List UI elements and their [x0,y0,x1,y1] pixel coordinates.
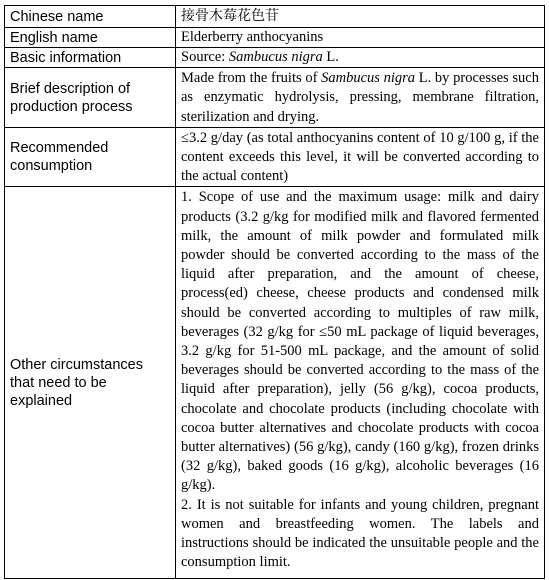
table-row [5,187,545,579]
chinese-name-value: 接骨木莓花色苷 [176,6,545,28]
table-row [5,28,545,48]
row-label: Brief description of production process [5,68,176,128]
english-name-value: Elderberry anthocyanins [176,28,545,48]
other-circumstances-value [176,187,545,579]
table-row [5,6,545,28]
production-process-value: Made from the fruits of Sambucus nigra L. by processes such as enzymatic hydrolysis, pressing, membrane filtration, sterilization and drying. [176,68,545,128]
table-row [5,128,545,187]
row-label: English name [5,28,176,48]
basic-information-value: Source: Sambucus nigra L. [176,48,545,68]
info-table [4,5,545,579]
table-row [5,68,545,128]
unsuitable-paragraph: 2. It is not suitable for infants and young children, pregnant women and breastfeeding women. The labels and instructions should be indicated the unsuitable people and the consumption limit. [181,496,539,571]
row-label: Basic information [5,48,176,68]
row-label: Chinese name [5,6,176,28]
row-label: Other circumstances that need to be explained [5,187,176,579]
row-label: Recommended consumption [5,128,176,187]
table-row [5,48,545,68]
scope-paragraph: 1. Scope of use and the maximum usage: milk and dairy products (3.2 g/kg for modified milk and flavored fermented milk, the amount of milk powder and formulated milk powder should be converted according to the mass of the liquid after preparation, and the amount of cheese, process(ed) cheese, cheese products and condensed milk should be converted according to multiples of raw milk, beverages (32 g/kg for ≤50 mL package of liquid beverages, 3.2 g/kg for 51-500 mL package, and the amount of solid beverages should be converted according to the mass of the liquid after preparation), jelly (56 g/kg), cocoa products, chocolate and chocolate products (including chocolate with cocoa butter alternatives and chocolate products with cocoa butter alternatives) (56 g/kg), candy (160 g/kg), frozen drinks (32 g/kg), baked goods (16 g/kg), alcoholic beverages (16 g/kg). [181,189,539,494]
recommended-consumption-value: ≤3.2 g/day (as total anthocyanins content of 10 g/100 g, if the content exceeds this level, it will be converted according to the actual content) [176,128,545,187]
